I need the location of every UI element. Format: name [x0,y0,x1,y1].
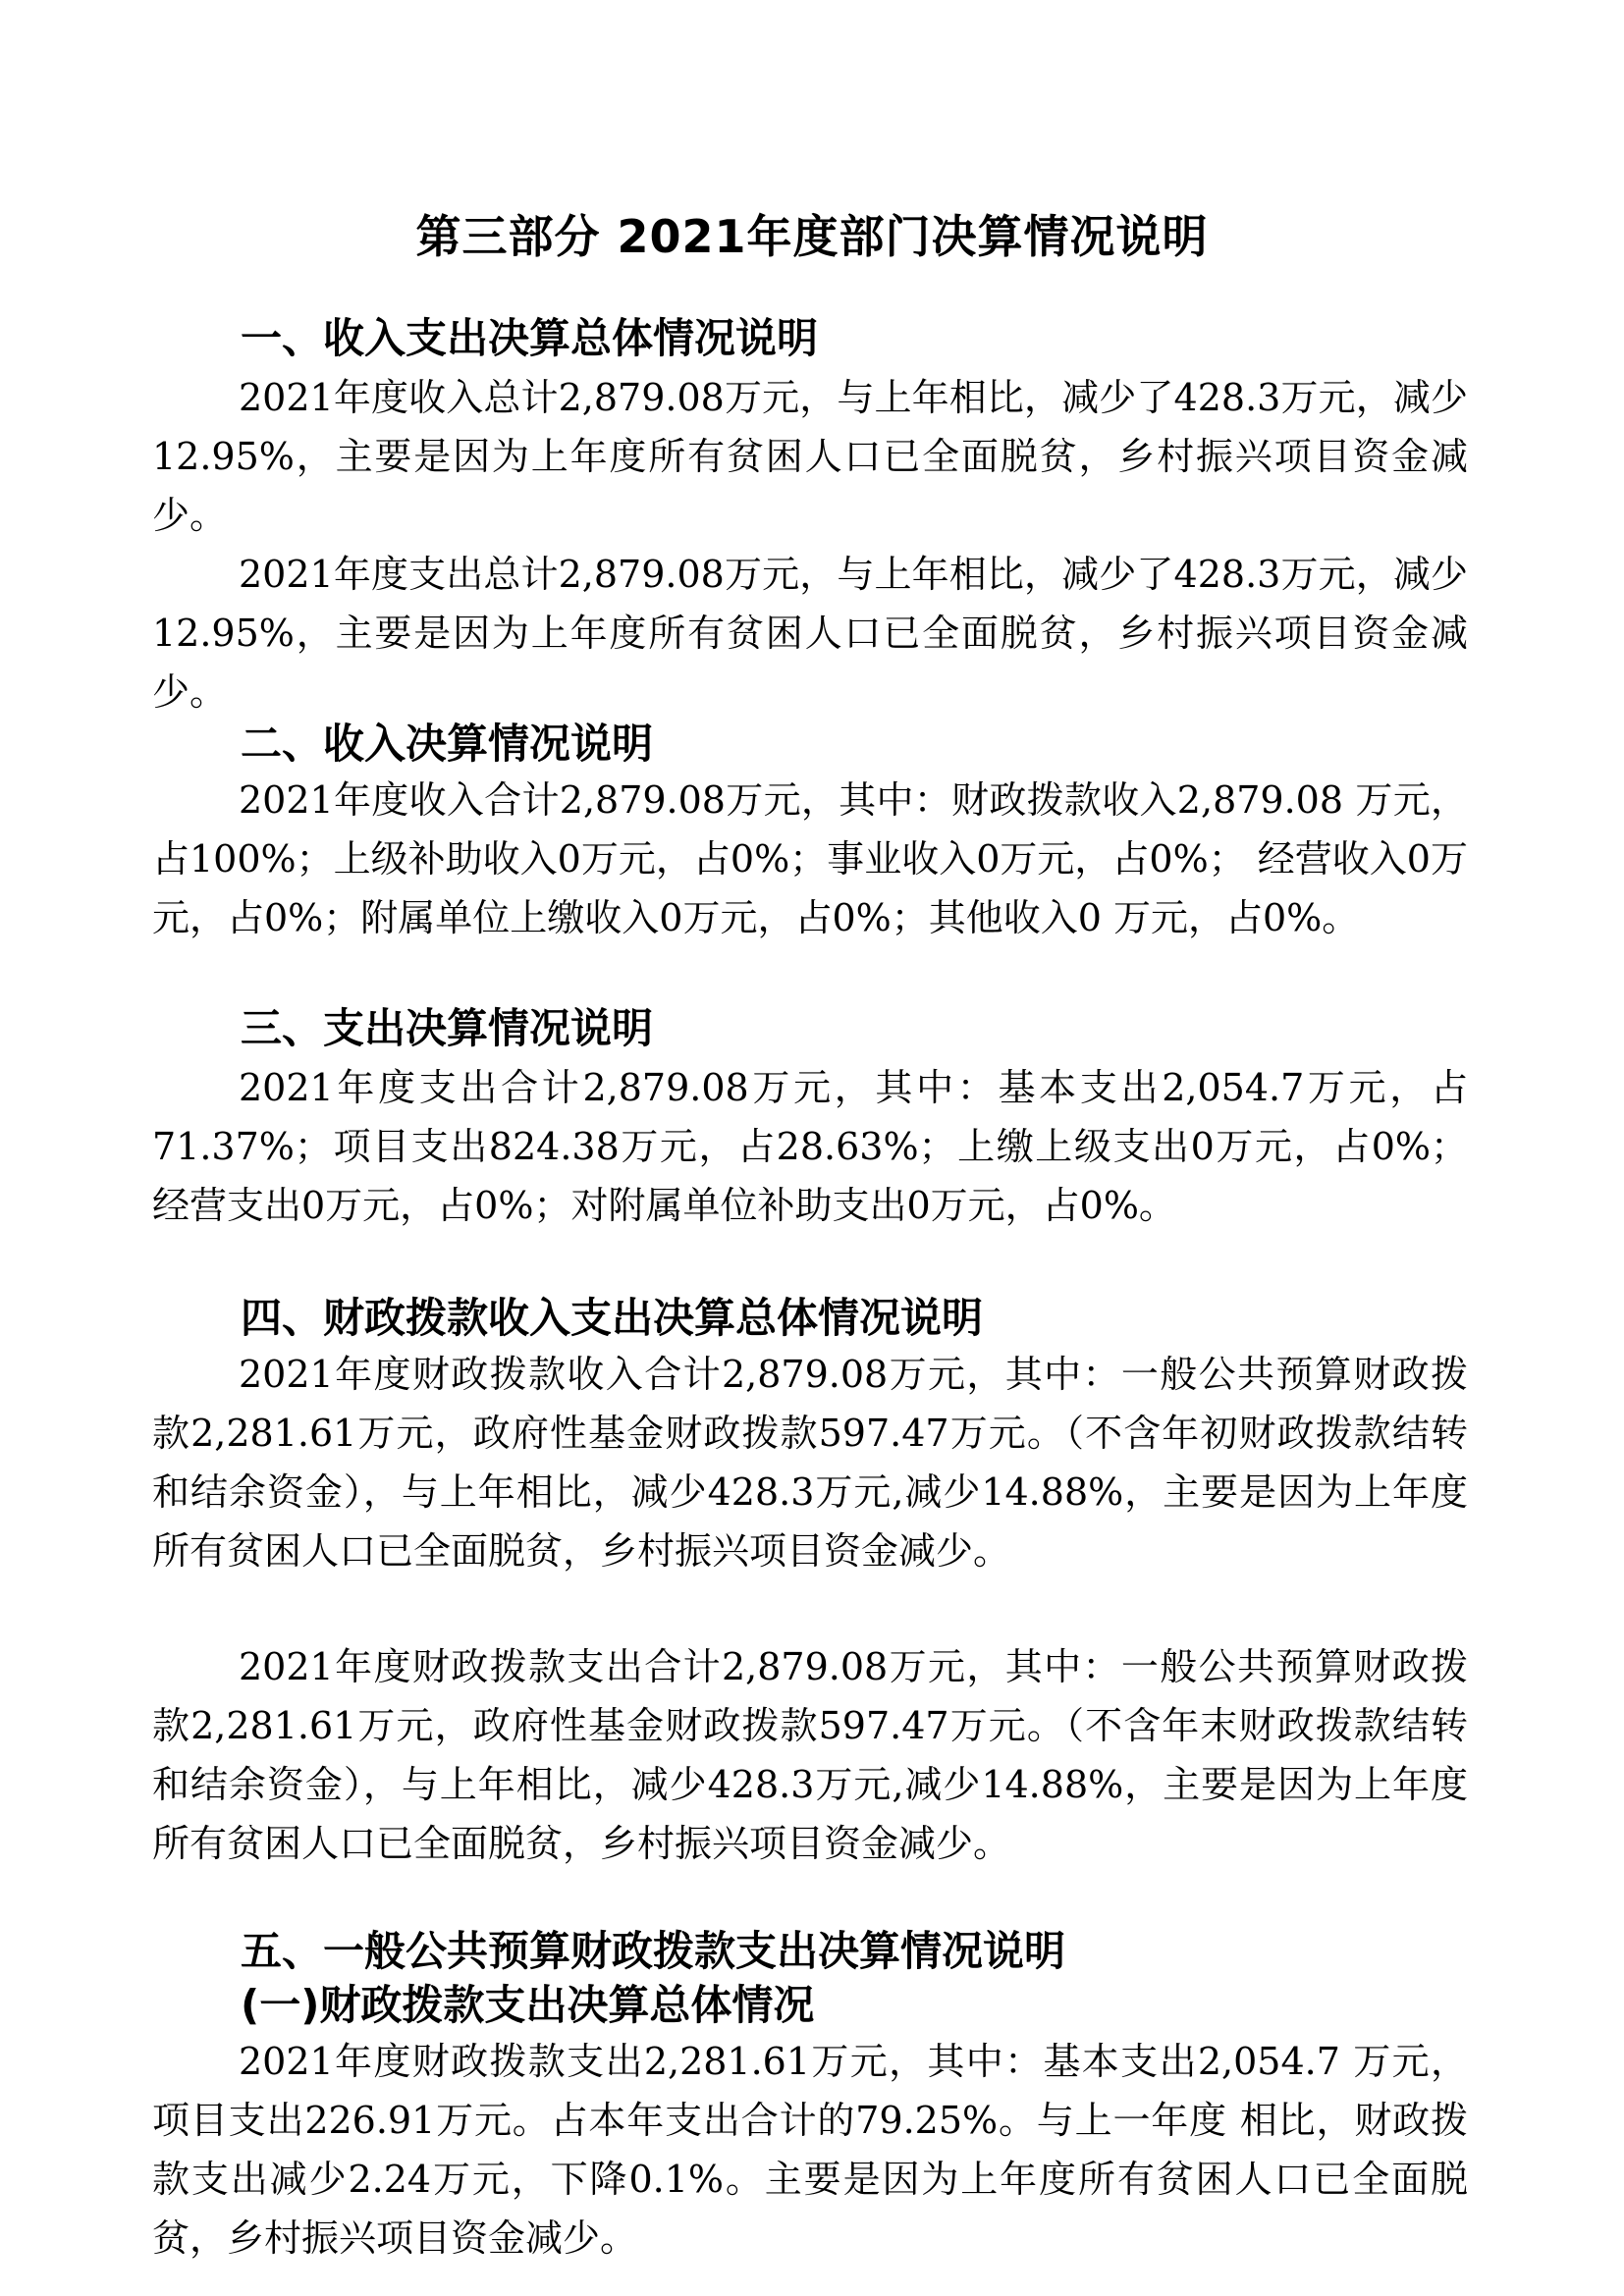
section-1-heading: 一、收入支出决算总体情况说明 [241,314,819,362]
page-title: 第三部分 2021年度部门决算情况说明 [415,210,1209,263]
section-2-heading: 二、收入决算情况说明 [241,720,654,768]
section-5-paragraph-1: 2021年度财政拨款支出2,281.61万元，其中：基本支出2,054.7 万元，项目支出226.91万元。占本年支出合计的79.25%。与上一年度 相比，财政拨款支出减少2.24万元，下降0.1%。主要是因为上年度所有贫困人口已全面脱贫，乡村振兴项目资金减少。 [152,2040,1468,2260]
section-5-subheading: (一)财政拨款支出决算总体情况 [241,1981,815,2029]
section-1-paragraph-2: 2021年度支出总计2,879.08万元，与上年相比，减少了428.3万元，减少12.95%，主要是因为上年度所有贫困人口已全面脱贫，乡村振兴项目资金减少。 [152,553,1468,714]
section-3-paragraph-1: 2021年度支出合计2,879.08万元，其中：基本支出2,054.7万元，占71.37%；项目支出824.38万元，占28.63%；上缴上级支出0万元，占0%；经营支出0万元，占0%；对附属单位补助支出0万元，占0%。 [152,1066,1468,1227]
section-4-heading: 四、财政拨款收入支出决算总体情况说明 [241,1294,984,1342]
section-1-paragraph-1: 2021年度收入总计2,879.08万元，与上年相比，减少了428.3万元，减少12.95%，主要是因为上年度所有贫困人口已全面脱贫，乡村振兴项目资金减少。 [152,376,1468,537]
section-5-heading: 五、一般公共预算财政拨款支出决算情况说明 [241,1927,1066,1975]
section-2-paragraph-1: 2021年度收入合计2,879.08万元，其中：财政拨款收入2,879.08 万元，占100%；上级补助收入0万元，占0%；事业收入0万元，占0%； 经营收入0万元，占0%；附属单位上缴收入0万元，占0%；其他收入0 万元，占0%。 [152,778,1468,939]
section-4-paragraph-1: 2021年度财政拨款收入合计2,879.08万元，其中：一般公共预算财政拨款2,281.61万元，政府性基金财政拨款597.47万元。（不含年初财政拨款结转和结余资金），与上年相比，减少428.3万元,减少14.88%，主要是因为上年度所有贫困人口已全面脱贫，乡村振兴项目资金减少。 [152,1353,1468,1573]
section-4-paragraph-2: 2021年度财政拨款支出合计2,879.08万元，其中：一般公共预算财政拨款2,281.61万元，政府性基金财政拨款597.47万元。（不含年末财政拨款结转和结余资金），与上年相比，减少428.3万元,减少14.88%，主要是因为上年度所有贫困人口已全面脱贫，乡村振兴项目资金减少。 [152,1645,1468,1865]
section-3-heading: 三、支出决算情况说明 [241,1004,654,1052]
